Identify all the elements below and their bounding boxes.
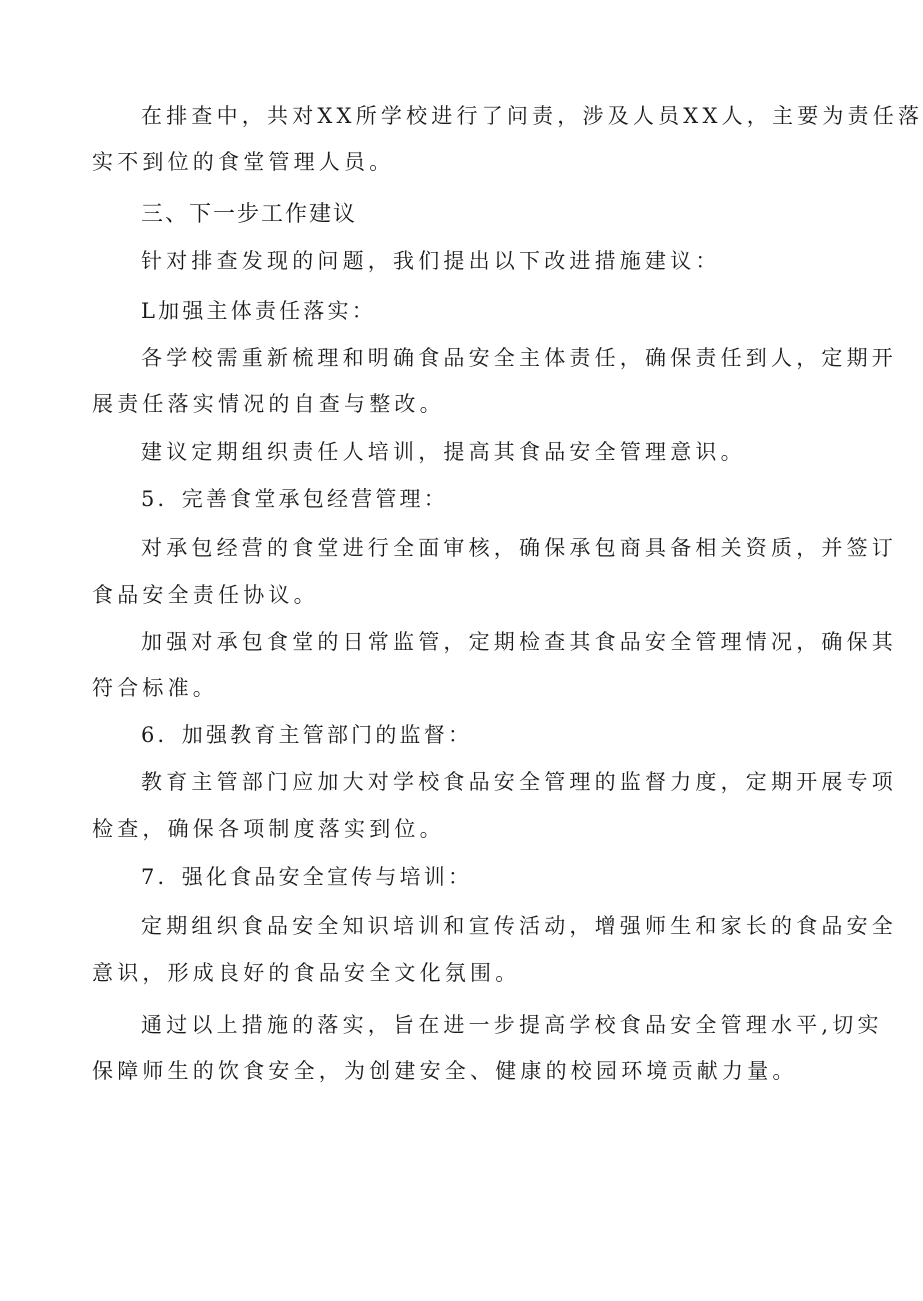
section-heading: 三、下一步工作建议 (141, 202, 358, 227)
paragraph-item-7-line-1: 定期组织食品安全知识培训和宣传活动，增强师生和家长的食品安全 (141, 914, 897, 938)
paragraph-item-7-line-2: 意识，形成良好的食品安全文化氛围。 (92, 961, 521, 985)
paragraph-item-5-line-2: 食品安全责任协议。 (92, 583, 319, 607)
paragraph-training: 建议定期组织责任人培训，提高其食品安全管理意识。 (141, 440, 746, 464)
paragraph-conclusion-line-1: 通过以上措施的落实，旨在进一步提高学校食品安全管理水平,切实 (141, 1013, 883, 1037)
paragraph-intro: 针对排查发现的问题，我们提出以下改进措施建议： (141, 249, 721, 273)
paragraph-accountability-line-2: 实不到位的食堂管理人员。 (92, 150, 395, 174)
item-1-title: L加强主体责任落实： (141, 299, 376, 323)
paragraph-item-1-line-2: 展责任落实情况的自查与整改。 (92, 392, 445, 416)
paragraph-accountability-line-1: 在排查中，共对XX所学校进行了问责，涉及人员XX人，主要为责任落 (141, 104, 923, 128)
paragraph-item-5-line-1: 对承包经营的食堂进行全面审核，确保承包商具备相关资质，并签订 (141, 536, 897, 560)
paragraph-supervision-line-1: 加强对承包食堂的日常监管，定期检查其食品安全管理情况，确保其 (141, 630, 897, 654)
paragraph-item-6-line-2: 检查，确保各项制度落实到位。 (92, 817, 445, 841)
paragraph-item-6-line-1: 教育主管部门应加大对学校食品安全管理的监督力度，定期开展专项 (141, 770, 897, 794)
paragraph-item-1-line-1: 各学校需重新梳理和明确食品安全主体责任，确保责任到人，定期开 (141, 346, 897, 370)
paragraph-conclusion-line-2: 保障师生的饮食安全，为创建安全、健康的校园环境贡献力量。 (92, 1059, 798, 1083)
item-5-title: 5．完善食堂承包经营管理： (141, 487, 448, 511)
item-6-title: 6．加强教育主管部门的监督： (141, 723, 473, 747)
paragraph-supervision-line-2: 符合标准。 (92, 676, 218, 700)
item-7-title: 7．强化食品安全宣传与培训： (141, 865, 473, 889)
